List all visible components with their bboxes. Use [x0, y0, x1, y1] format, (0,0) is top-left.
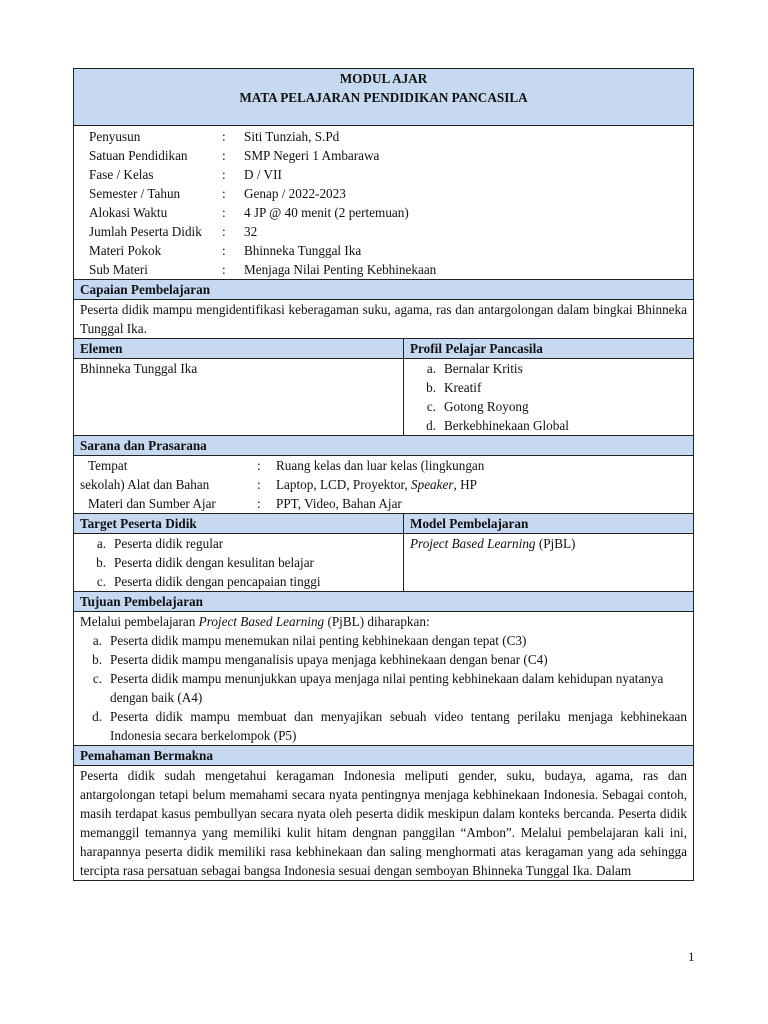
list-text: Peserta didik regular	[114, 536, 224, 551]
identity-row	[74, 241, 693, 260]
elemen-header-row	[74, 339, 693, 359]
elemen-value: Bhinneka Tunggal Ika	[74, 359, 404, 435]
colon: :	[222, 205, 226, 220]
identity-label: Fase / Kelas	[89, 167, 154, 182]
identity-row	[74, 127, 693, 146]
identity-value: 32	[244, 224, 258, 239]
target-heading: Target Peserta Didik	[74, 514, 404, 533]
model-value-suffix: (PjBL)	[535, 536, 576, 551]
list-text: Peserta didik dengan pencapaian tinggi	[114, 574, 321, 589]
list-item	[84, 553, 403, 572]
identity-label: Satuan Pendidikan	[89, 148, 188, 163]
colon: :	[222, 262, 226, 277]
list-text: Peserta didik dengan kesulitan belajar	[114, 555, 314, 570]
list-text: Gotong Royong	[444, 399, 529, 414]
sarana-value	[273, 475, 693, 494]
colon: :	[257, 496, 261, 511]
list-marker: d.	[426, 418, 436, 433]
identity-label: Penyusun	[89, 129, 141, 144]
capaian-text: Peserta didik mampu mengidentifikasi keberagaman suku, agama, ras dan antargolongan dalam bingkai Bhinneka Tunggal Ika.	[74, 300, 693, 339]
list-text: Peserta didik mampu menunjukkan upaya menjaga nilai penting kebhinekaan dalam kehidupan nyatanya dengan baik (A4)	[110, 671, 664, 705]
sarana-label: sekolah) Alat dan Bahan	[80, 477, 210, 492]
colon: :	[257, 477, 261, 492]
identity-label: Jumlah Peserta Didik	[89, 224, 202, 239]
model-value	[404, 534, 693, 591]
colon: :	[257, 458, 261, 473]
sarana-value-part: Laptop, LCD, Proyektor,	[276, 477, 411, 492]
identity-row	[74, 260, 693, 279]
sarana-block	[74, 456, 693, 514]
identity-value: 4 JP @ 40 menit (2 pertemuan)	[244, 205, 409, 220]
colon: :	[222, 129, 226, 144]
sarana-row	[74, 456, 693, 475]
sarana-row	[74, 475, 693, 494]
list-marker: b.	[92, 652, 102, 667]
list-text: Bernalar Kritis	[444, 361, 523, 376]
target-list	[74, 534, 404, 591]
list-marker: b.	[96, 555, 106, 570]
identity-block	[74, 126, 693, 280]
list-marker: c.	[92, 671, 102, 686]
colon: :	[222, 148, 226, 163]
list-item	[414, 359, 693, 378]
colon: :	[222, 186, 226, 201]
identity-row	[74, 222, 693, 241]
list-item	[80, 669, 687, 707]
identity-value: Genap / 2022-2023	[244, 186, 346, 201]
identity-label: Semester / Tahun	[89, 186, 181, 201]
list-text: Peserta didik mampu menganalisis upaya menjaga kebhinekaan dengan benar (C4)	[110, 652, 548, 667]
tujuan-intro-part: (PjBL) diharapkan:	[324, 614, 430, 629]
colon: :	[222, 224, 226, 239]
sarana-value-italic: Speaker	[411, 477, 454, 492]
tujuan-intro	[80, 612, 687, 631]
profil-list	[404, 359, 693, 435]
section-heading-capaian: Capaian Pembelajaran	[74, 280, 693, 300]
model-value-italic: Project Based Learning	[410, 536, 536, 551]
list-text: Peserta didik mampu menemukan nilai penting kebhinekaan dengan tepat (C3)	[110, 633, 527, 648]
list-marker: c.	[96, 574, 106, 589]
elemen-row	[74, 359, 693, 436]
list-item	[80, 707, 687, 745]
module-table	[73, 68, 694, 881]
list-item	[414, 378, 693, 397]
sarana-value: PPT, Video, Bahan Ajar	[276, 496, 402, 511]
identity-value: SMP Negeri 1 Ambarawa	[244, 148, 380, 163]
list-marker: a.	[92, 633, 102, 648]
list-item	[80, 631, 687, 650]
identity-row	[74, 203, 693, 222]
list-marker: a.	[96, 536, 106, 551]
identity-value: Bhinneka Tunggal Ika	[244, 243, 362, 258]
identity-value: D / VII	[244, 167, 282, 182]
list-item	[84, 572, 403, 591]
identity-label: Sub Materi	[89, 262, 148, 277]
model-heading: Model Pembelajaran	[410, 516, 529, 531]
list-marker: d.	[92, 709, 102, 724]
sarana-value: Ruang kelas dan luar kelas (lingkungan	[276, 458, 485, 473]
list-text: Kreatif	[444, 380, 482, 395]
tujuan-intro-part: Melalui pembelajaran	[80, 614, 199, 629]
identity-row	[74, 146, 693, 165]
identity-row	[74, 184, 693, 203]
sarana-label: Materi dan Sumber Ajar	[88, 496, 216, 511]
section-heading-sarana: Sarana dan Prasarana	[74, 436, 693, 456]
identity-row	[74, 165, 693, 184]
elemen-heading: Elemen	[74, 339, 404, 358]
list-marker: a.	[426, 361, 436, 376]
target-header-row	[74, 514, 693, 534]
sarana-row	[74, 494, 693, 513]
identity-label: Materi Pokok	[89, 243, 162, 258]
list-item	[414, 397, 693, 416]
module-subtitle: MATA PELAJARAN PENDIDIKAN PANCASILA	[239, 90, 528, 105]
list-item	[84, 534, 403, 553]
sarana-label: Tempat	[88, 458, 128, 473]
identity-value: Siti Tunziah, S.Pd	[244, 129, 340, 144]
list-item	[80, 650, 687, 669]
page-number: 1	[688, 949, 695, 964]
identity-value: Menjaga Nilai Penting Kebhinekaan	[244, 262, 437, 277]
section-heading-pemahaman: Pemahaman Bermakna	[74, 746, 693, 766]
colon: :	[222, 167, 226, 182]
profil-heading: Profil Pelajar Pancasila	[410, 341, 543, 356]
module-title-block	[74, 69, 693, 126]
identity-label: Alokasi Waktu	[89, 205, 168, 220]
pemahaman-text: Peserta didik sudah mengetahui keragaman Indonesia meliputi gender, suku, budaya, agama, ras dan antargolongan tetapi belum memahami secara nyata pentingnya menjaga kebhinekaan Indonesia. Sebagai contoh, masih terdapat kasus pembullyan secara nyata oleh peserta didik meskipun dalam konteks bercanda. Peserta didik memanggil temannya yang memiliki kulit hitam dengnan panggilan “Ambon”. Melalui pembelajaran kali ini, harapannya peserta didik memiliki rasa kebhinekaan dan saling menghormati atas keragaman yang ada sehingga tercipta rasa persatuan sebagai bangsa Indonesia sesuai dengan semboyan Bhinneka Tunggal Ika. Dalam	[80, 768, 687, 878]
section-heading-tujuan: Tujuan Pembelajaran	[74, 592, 693, 612]
list-item	[414, 416, 693, 435]
sarana-value-part: , HP	[453, 477, 477, 492]
colon: :	[222, 243, 226, 258]
module-title: MODUL AJAR	[339, 71, 428, 86]
list-text: Peserta didik mampu membuat dan menyajikan sebuah video tentang perilaku menjaga kebhinekaan Indonesia secara berkelompok (P5)	[110, 709, 687, 743]
tujuan-block	[74, 612, 693, 746]
target-row	[74, 534, 693, 592]
list-marker: b.	[426, 380, 436, 395]
tujuan-intro-italic: Project Based Learning	[198, 614, 325, 629]
list-marker: c.	[426, 399, 436, 414]
list-text: Berkebhinekaan Global	[444, 418, 569, 433]
